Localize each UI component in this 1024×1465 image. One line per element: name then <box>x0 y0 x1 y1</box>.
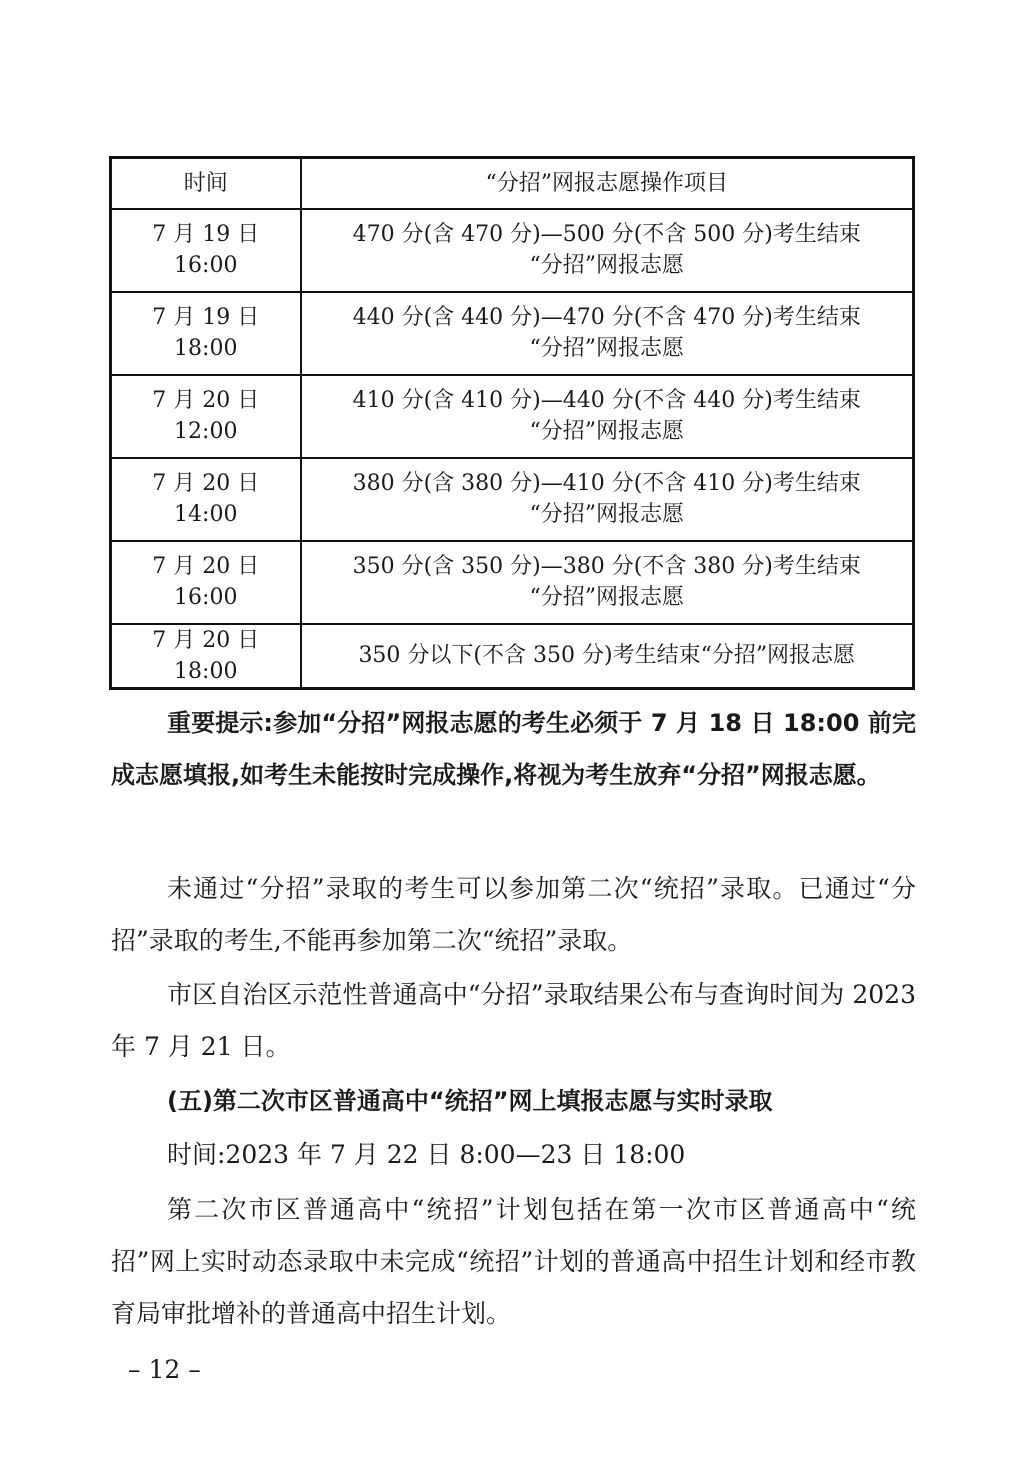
operation-line: 470 分(含 470 分)—500 分(不含 500 分)考生结束 <box>352 222 861 247</box>
operation-line: 440 分(含 440 分)—470 分(不含 470 分)考生结束 <box>352 305 861 330</box>
operation-line: 350 分(含 350 分)—380 分(不含 380 分)考生结束 <box>352 554 861 579</box>
table-row <box>111 209 914 292</box>
operation-cell <box>301 541 914 624</box>
operation-line: “分招”网报志愿 <box>529 253 684 278</box>
schedule-table <box>109 156 915 690</box>
section-time: 时间:2023 年 7 月 22 日 8:00—23 日 18:00 <box>167 1140 686 1169</box>
time-cell: 7 月 20 日 16:00 <box>111 541 301 624</box>
operation-cell <box>301 375 914 458</box>
time-cell: 7 月 19 日 16:00 <box>111 209 301 292</box>
paragraph-plan: 第二次市区普通高中“统招”计划包括在第一次市区普通高中“统招”网上实时动态录取中未完成“统招”计划的普通高中招生计划和经市教育局审批增补的普通高中招生计划。 <box>111 1195 916 1328</box>
paragraph-not-admitted: 未通过“分招”录取的考生可以参加第二次“统招”录取。已通过“分招”录取的考生,不能再参加第二次“统招”录取。 <box>111 874 916 955</box>
operation-line: 350 分以下(不含 350 分)考生结束“分招”网报志愿 <box>358 643 856 668</box>
operation-line: “分招”网报志愿 <box>529 502 684 527</box>
table-row <box>111 458 914 541</box>
operation-line: “分招”网报志愿 <box>529 419 684 444</box>
operation-line: “分招”网报志愿 <box>529 585 684 610</box>
important-notice: 重要提示:参加“分招”网报志愿的考生必须于 7 月 18 日 18:00 前完成志愿填报,如考生未能按时完成操作,将视为考生放弃“分招”网报志愿。 <box>111 709 916 789</box>
operation-line: 380 分(含 380 分)—410 分(不含 410 分)考生结束 <box>352 471 861 496</box>
table-row <box>111 624 914 689</box>
paragraph-results-date: 市区自治区示范性普通高中“分招”录取结果公布与查询时间为 2023 年 7 月 21 日。 <box>111 980 916 1061</box>
operation-cell <box>301 292 914 375</box>
header-time: 时间 <box>111 158 301 209</box>
operation-cell <box>301 624 914 689</box>
operation-line: 410 分(含 410 分)—440 分(不含 440 分)考生结束 <box>352 388 861 413</box>
table-row <box>111 541 914 624</box>
time-cell: 7 月 19 日 18:00 <box>111 292 301 375</box>
page-number: – 12 – <box>128 1355 201 1384</box>
table-row <box>111 292 914 375</box>
operation-cell <box>301 458 914 541</box>
operation-line: “分招”网报志愿 <box>529 336 684 361</box>
time-cell: 7 月 20 日 12:00 <box>111 375 301 458</box>
header-operation: “分招”网报志愿操作项目 <box>301 158 914 209</box>
table-row <box>111 375 914 458</box>
time-cell: 7 月 20 日 18:00 <box>111 624 301 689</box>
table-header-row <box>111 158 914 209</box>
time-cell: 7 月 20 日 14:00 <box>111 458 301 541</box>
operation-cell <box>301 209 914 292</box>
section-title: (五)第二次市区普通高中“统招”网上填报志愿与实时录取 <box>167 1087 773 1115</box>
